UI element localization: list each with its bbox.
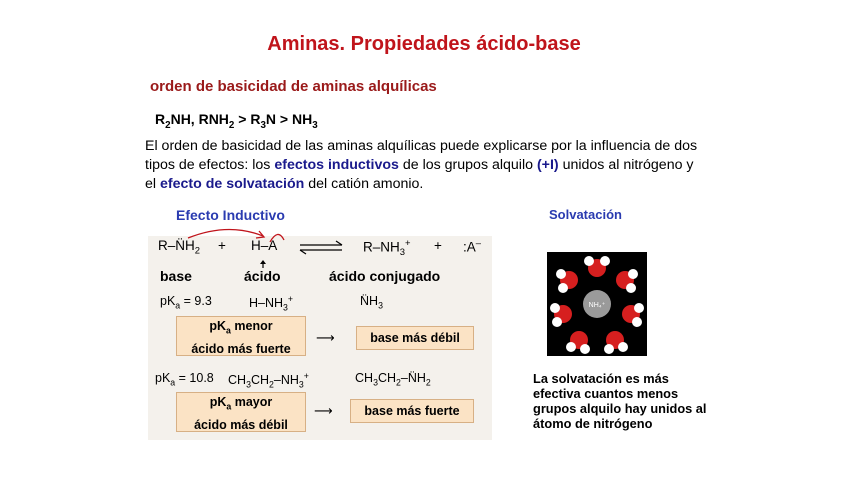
label-base: base bbox=[160, 268, 192, 284]
center-label: NH₄⁺ bbox=[588, 302, 606, 309]
curved-arrow-icon bbox=[188, 229, 263, 238]
pka-row-2: $pK_a = 10.8$ bbox=[155, 371, 214, 388]
section-subtitle: orden de basicidad de aminas alquílicas bbox=[150, 78, 437, 95]
arrow-icon: ⟶ bbox=[316, 330, 335, 345]
solvation-label: Solvatación bbox=[549, 207, 622, 222]
species-row-2: $CH_3CH_2-NH_3^+$ bbox=[228, 371, 309, 390]
reaction-anion: :A– bbox=[463, 238, 482, 255]
box-stronger-base: base más fuerte bbox=[350, 399, 474, 423]
label-acid: ácido bbox=[244, 268, 281, 284]
inductive-effect-label: Efecto Inductivo bbox=[176, 207, 285, 223]
solvation-text: La solvatación es más efectiva cuantos menos grupos alquilo hay unidos al átomo de nitrógeno bbox=[533, 371, 707, 431]
label-conjugate-acid: ácido conjugado bbox=[329, 268, 441, 284]
reaction-product: $R-NH_3^+$ bbox=[363, 238, 411, 259]
explanation-paragraph: El orden de basicidad de las aminas alquílicas puede explicarse por la influencia de dos tipos de efectos: los efectos inductivos de los grupos alquilo (+I) unidos al nitrógeno y el efecto de solvatación del catión amonio. bbox=[145, 138, 698, 192]
basicity-order: $R_2NH$, $RNH_2 > R_3N > NH_3$ bbox=[155, 111, 318, 131]
species-row-1: $H-NH_3^+$ bbox=[249, 294, 294, 313]
slide-title: Aminas. Propiedades ácido-base bbox=[267, 33, 581, 55]
reaction-plus-2: + bbox=[434, 238, 442, 253]
box-pka-higher: $pK_a$ mayor ácido más débil bbox=[176, 392, 306, 432]
box-weaker-base: base más débil bbox=[356, 326, 474, 350]
amine-row-2: $CH_3CH_2-N̈H_2$ bbox=[355, 371, 431, 388]
solvation-molecule-image bbox=[547, 252, 647, 356]
ammonia-row-1: $N̈H_3$ bbox=[360, 294, 383, 311]
reaction-plus: + bbox=[218, 238, 226, 253]
reaction-acid: H–A bbox=[251, 238, 278, 253]
arrow-icon-2: ⟶ bbox=[314, 403, 333, 418]
pka-row-1: $pK_a = 9.3$ bbox=[160, 294, 212, 311]
box-pka-lower: $pK_a$ menor ácido más fuerte bbox=[176, 316, 306, 356]
reaction-base: $R-N̈H_2$ bbox=[158, 238, 201, 257]
